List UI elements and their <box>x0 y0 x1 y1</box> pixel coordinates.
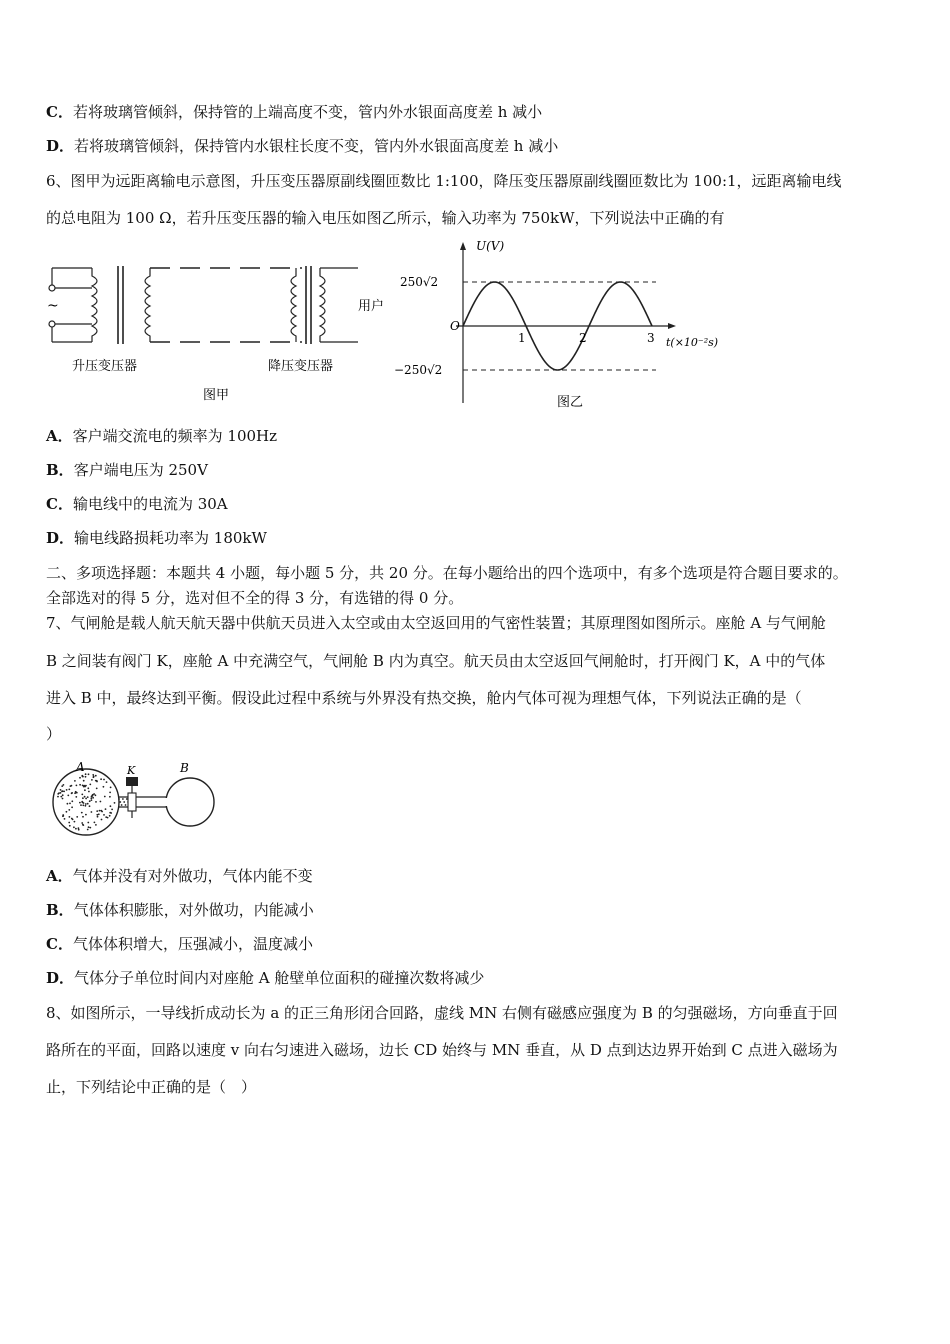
gas-particle <box>96 814 98 816</box>
gas-particle <box>96 788 98 790</box>
gas-particle <box>119 801 121 803</box>
gas-particle <box>57 793 59 795</box>
gas-particle <box>69 825 71 827</box>
tick-label-3: 3 <box>647 331 655 345</box>
gas-particle <box>111 809 113 811</box>
gas-particle <box>95 775 97 777</box>
gas-particle <box>87 796 89 798</box>
gas-particle <box>107 817 109 819</box>
q7-stem-line2: B 之间装有阀门 K，座舱 A 中充满空气，气闸舱 B 内为真空。航天员由太空返回气闸舱时，打开阀门 K，A 中的气体 <box>46 652 826 670</box>
option-text: 客户端电压为 250V <box>73 461 208 479</box>
gas-particle <box>109 812 111 814</box>
q7-option-a <box>46 866 313 886</box>
valve-k-handle <box>126 777 138 786</box>
x-axis-label: t(×10⁻²s) <box>666 336 719 349</box>
gas-particle <box>85 798 87 800</box>
gas-particle <box>82 824 84 826</box>
q6-option-d <box>46 528 267 548</box>
gas-particle <box>91 799 93 801</box>
option-text: 若将玻璃管倾斜，保持管的上端高度不变，管内外水银面高度差 h 减小 <box>72 103 543 121</box>
option-label: B． <box>46 461 74 479</box>
gas-particle <box>71 800 73 802</box>
tick-label-2: 2 <box>579 331 587 345</box>
gas-particle <box>101 819 103 821</box>
gas-particle <box>92 797 94 799</box>
gas-particle <box>87 829 89 831</box>
gas-particle <box>85 776 87 778</box>
gas-particle <box>75 828 77 830</box>
gas-particle <box>85 803 87 805</box>
gas-particle <box>78 829 80 831</box>
figure-airlock-chambers <box>46 760 226 840</box>
option-label: D． <box>46 137 75 155</box>
gas-particle <box>93 793 95 795</box>
gas-particle <box>95 801 97 803</box>
q7-option-d <box>46 968 484 988</box>
option-text: 若将玻璃管倾斜，保持管内水银柱长度不变，管内外水银面高度差 h 减小 <box>74 137 559 155</box>
gas-particle <box>85 805 87 807</box>
gas-particle <box>79 802 81 804</box>
gas-particle <box>83 786 85 788</box>
gas-particle <box>76 816 78 818</box>
gas-particle <box>104 796 106 798</box>
gas-particle <box>82 816 84 818</box>
gas-particle <box>106 781 108 783</box>
q7-option-b <box>46 900 314 920</box>
gas-particle <box>125 804 127 806</box>
gas-particle <box>64 818 66 820</box>
gas-particle <box>62 814 64 816</box>
gas-particle <box>76 785 78 787</box>
gas-particle <box>73 826 75 828</box>
option-text: 气体并没有对外做功，气体内能不变 <box>72 867 313 885</box>
gas-particle <box>62 794 64 796</box>
valve-k-body <box>128 793 136 811</box>
q8-stem-line2: 路所在的平面，回路以速度 v 向右匀速进入磁场，边长 CD 始终与 MN 垂直，从 D 点到达边界开始到 C 点进入磁场为 <box>46 1041 838 1059</box>
gas-particle <box>67 803 69 805</box>
gas-particle <box>81 822 83 824</box>
gas-particle <box>79 777 81 779</box>
gas-particle <box>63 791 65 793</box>
gas-particle <box>88 791 90 793</box>
user-label: 用户 <box>358 299 385 314</box>
gas-particle <box>82 797 84 799</box>
gas-particle <box>123 801 125 803</box>
gas-particle <box>90 797 92 799</box>
gas-particle <box>100 810 102 812</box>
gas-particle <box>105 808 107 810</box>
option-text: 气体分子单位时间内对座舱 A 舱壁单位面积的碰撞次数将减少 <box>74 969 485 987</box>
prev-option-d <box>46 136 558 156</box>
gas-particle <box>61 790 63 792</box>
option-label: A． <box>46 427 73 445</box>
gas-particle <box>96 810 98 812</box>
gas-particle <box>84 796 86 798</box>
gas-particle <box>103 779 105 781</box>
option-text: 气体体积增大，压强减小，温度减小 <box>72 935 313 953</box>
gas-particle <box>122 798 124 800</box>
prev-option-c <box>46 102 542 122</box>
option-label: C． <box>46 935 73 953</box>
gas-particle <box>68 789 70 791</box>
option-text: 输电线路损耗功率为 180kW <box>74 529 267 547</box>
option-label: C． <box>46 495 73 513</box>
y-max-label: 250√2 <box>400 275 439 289</box>
gas-particle <box>83 802 85 804</box>
gas-particle <box>93 776 95 778</box>
chamber-a <box>53 769 119 835</box>
gas-particle <box>91 811 93 813</box>
gas-particle <box>89 827 91 829</box>
gas-particle <box>103 814 105 816</box>
gas-particle <box>87 787 89 789</box>
gas-particle <box>95 824 97 826</box>
gas-particle <box>110 787 112 789</box>
gas-particle <box>103 786 105 788</box>
gas-particle <box>63 784 65 786</box>
gas-particle <box>109 815 111 817</box>
step-up-transformer-label: 升压变压器 <box>72 359 138 374</box>
gas-particle <box>82 775 84 777</box>
gas-particle <box>81 794 83 796</box>
q7-stem-line3: 进入 B 中，最终达到平衡。假设此过程中系统与外界没有热交换，舱内气体可视为理想气体，下列说法正确的是（ <box>46 689 802 707</box>
gas-particle <box>74 821 76 823</box>
gas-particle <box>84 789 86 791</box>
option-text: 客户端交流电的频率为 100Hz <box>72 427 278 445</box>
gas-particle <box>87 822 89 824</box>
q7-stem-line1: 7、气闸舱是载人航天航天器中供航天员进入太空或由太空返回用的气密性装置；其原理图如图所示。座舱 A 与气闸舱 <box>46 614 826 632</box>
origin-label: O <box>450 319 460 333</box>
step-down-transformer-label: 降压变压器 <box>268 359 334 374</box>
option-label: B． <box>46 901 74 919</box>
gas-particle <box>82 804 84 806</box>
option-text: 气体体积膨胀，对外做功，内能减小 <box>73 901 314 919</box>
gas-particle <box>71 818 73 820</box>
option-label: D． <box>46 969 75 987</box>
gas-particle <box>60 796 62 798</box>
q6-option-b <box>46 460 208 480</box>
gas-particle <box>81 801 83 803</box>
gas-particle <box>67 795 69 797</box>
valve-k-label: K <box>127 764 136 777</box>
gas-particle <box>57 796 59 798</box>
gas-particle <box>71 806 73 808</box>
gas-particle <box>100 801 102 803</box>
q6-stem-line2: 的总电阻为 100 Ω，若升压变压器的输入电压如图乙所示，输入功率为 750kW，下列说法中正确的有 <box>46 209 725 227</box>
gas-particle <box>75 791 77 793</box>
gas-particle <box>88 773 90 775</box>
figure-yi-voltage-graph <box>394 238 734 414</box>
gas-particle <box>83 780 85 782</box>
gas-particle <box>126 798 128 800</box>
gas-particle <box>68 822 70 824</box>
section2-heading-line2: 全部选对的得 5 分，选对但不全的得 3 分，有选错的得 0 分。 <box>46 589 464 607</box>
q7-option-c <box>46 934 313 954</box>
q6-stem-line1: 6、图甲为远距离输电示意图，升压变压器原副线圈匝数比 1:100，降压变压器原副线圈匝数比为 100:1，远距离输电线 <box>46 172 842 190</box>
gas-particle <box>88 826 90 828</box>
gas-particle <box>69 816 71 818</box>
section2-heading-line1: 二、多项选择题：本题共 4 小题，每小题 5 分，共 20 分。在每小题给出的四个选项中，有多个选项是符合题目要求的。 <box>46 564 848 582</box>
gas-particle <box>66 811 68 813</box>
gas-particle <box>74 780 76 782</box>
ac-source-symbol: ~ <box>47 298 59 314</box>
chamber-b-label: B <box>180 761 189 775</box>
gas-particle <box>62 798 64 800</box>
gas-particle <box>60 789 62 791</box>
gas-particle <box>87 803 89 805</box>
gas-particle <box>70 785 72 787</box>
tick-label-1: 1 <box>518 331 526 345</box>
gas-particle <box>92 774 94 776</box>
q8-stem-line1: 8、如图所示，一导线折成动长为 a 的正三角形闭合回路，虚线 MN 右侧有磁感应强度为 B 的匀强磁场，方向垂直于回 <box>46 1004 838 1022</box>
gas-particle <box>110 805 112 807</box>
gas-particle <box>60 792 62 794</box>
gas-particle <box>80 804 82 806</box>
gas-particle <box>121 804 123 806</box>
q6-option-a <box>46 426 277 446</box>
gas-particle <box>75 796 77 798</box>
gas-particle <box>78 827 80 829</box>
y-min-label: −250√2 <box>394 363 443 377</box>
figure-yi-caption: 图乙 <box>557 395 584 410</box>
gas-particle <box>69 803 71 805</box>
gas-particle <box>99 810 101 812</box>
gas-particle <box>109 796 111 798</box>
gas-particle <box>100 778 102 780</box>
gas-particle <box>96 781 98 783</box>
gas-particle <box>109 792 111 794</box>
y-axis-label: U(V) <box>476 239 505 253</box>
q6-option-c <box>46 494 228 514</box>
gas-particle <box>114 802 116 804</box>
gas-particle <box>85 773 87 775</box>
gas-particle <box>68 809 70 811</box>
option-label: A． <box>46 867 73 885</box>
gas-particle <box>89 805 91 807</box>
gas-particle <box>118 798 120 800</box>
gas-particle <box>91 779 93 781</box>
option-label: D． <box>46 529 75 547</box>
figure-jia-transmission-diagram <box>40 248 400 408</box>
gas-particle <box>95 794 97 796</box>
gas-particle <box>97 816 99 818</box>
figure-jia-caption: 图甲 <box>203 388 230 403</box>
gas-particle <box>89 800 91 802</box>
q7-stem-line4: ） <box>46 725 62 743</box>
gas-particle <box>71 792 73 794</box>
option-text: 输电线中的电流为 30A <box>72 495 228 513</box>
gas-particle <box>81 812 83 814</box>
gas-particle <box>89 784 91 786</box>
gas-particle <box>85 814 87 816</box>
option-label: C． <box>46 103 73 121</box>
chamber-a-label: A <box>76 760 85 774</box>
gas-particle <box>79 784 81 786</box>
q8-stem-line3: 止，下列结论中正确的是（ ） <box>46 1078 257 1096</box>
gas-particle <box>94 822 96 824</box>
gas-particle <box>66 789 68 791</box>
